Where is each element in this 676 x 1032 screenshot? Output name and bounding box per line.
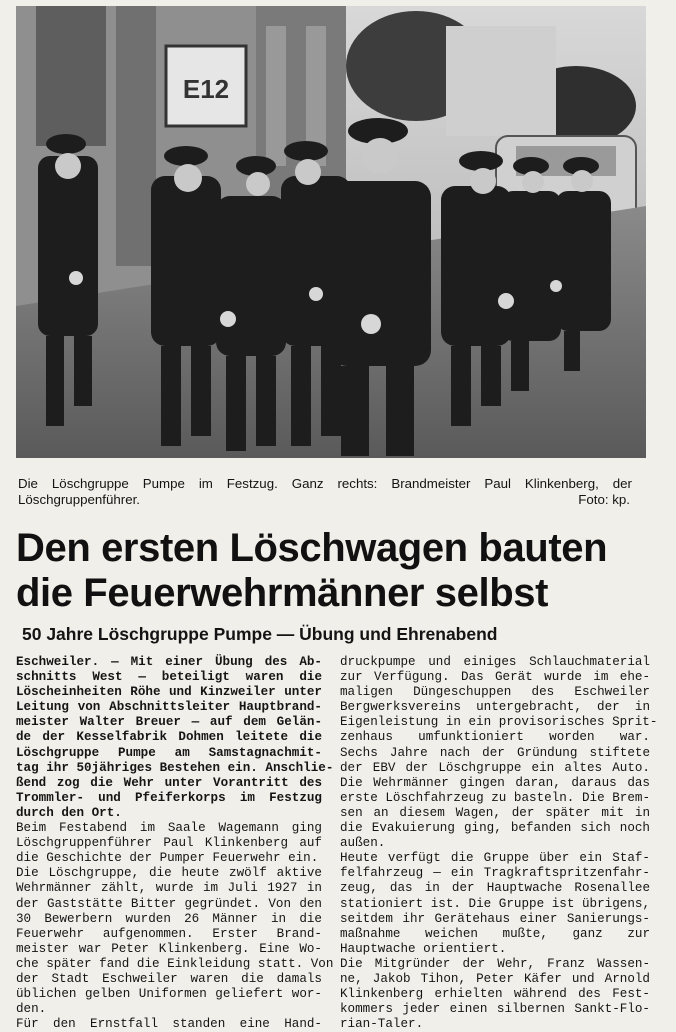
article-text-line: die Geschichte der Pumper Feuerwehr ein.: [16, 851, 319, 866]
article-text-line: rian-Taler.: [340, 1017, 424, 1032]
headline: [16, 526, 656, 616]
article-text-line: Eschweiler. — Mit einer Übung des Ab-: [16, 655, 322, 669]
photo-caption: [18, 476, 632, 508]
article-text-line: Die Mitgründer der Wehr, Franz Wassen-: [340, 956, 650, 971]
article-text-line: ne, Jakob Tihon, Peter Käfer und Arnold: [340, 971, 650, 986]
article-text-line: 30 Bewerbern wurden 26 Männer in die: [16, 911, 322, 926]
article-text-line: den.: [16, 1002, 47, 1017]
article-text-line: zenhaus umfunktioniert worden war.: [340, 730, 650, 745]
article-text-line: erste Löschfahrzeug zu basteln. Die Brem-: [340, 790, 650, 805]
article-text-line: druckpumpe und einiges Schlauchmaterial: [340, 655, 650, 669]
article-column-left: [16, 655, 334, 1032]
article-text-line: Wehrmänner zählt, wurde im Juli 1927 in: [16, 881, 322, 896]
article-text-line: schnitts West — beteiligt waren die: [16, 670, 322, 685]
article-text-line: der EBV der Löschgruppe ein altes Auto.: [340, 760, 650, 775]
article-text-line: Hauptwache orientiert.: [340, 941, 507, 956]
article-text-line: Klinkenberg erhielten während des Fest-: [340, 987, 650, 1002]
article-text-line: der Stadt Eschweiler waren die damals: [16, 971, 322, 986]
subheadline: 50 Jahre Löschgruppe Pumpe — Übung und Ehrenabend: [22, 624, 498, 644]
article-text-line: Löschgruppenführer Paul Klinkenberg auf: [16, 836, 322, 851]
article-text-line: Sechs Jahre nach der Gründung stiftete: [340, 745, 650, 760]
headline-line: die Feuerwehrmänner selbst: [16, 571, 549, 615]
building-sign: E12: [182, 74, 230, 104]
photo-illustration: [16, 6, 646, 458]
article-text-line: ßend zog die Wehr unter Vorantritt des: [16, 775, 322, 790]
article-text-line: Für den Ernstfall standen eine Hand-: [16, 1017, 322, 1032]
article-text-line: der Gaststätte Bitter gegründet. Von den: [16, 896, 322, 911]
article-text-line: Beim Festabend im Saale Wagemann ging: [16, 821, 322, 836]
article-text-line: de der Kesselfabrik Dohmen leitete die: [16, 730, 322, 745]
article-text-line: Trommler- und Pfeiferkorps im Festzug: [16, 790, 322, 805]
article-text-line: che später fand die Einkleidung statt. Von: [16, 956, 334, 971]
article-text-line: Heute verfügt die Gruppe über ein Staf-: [340, 851, 650, 866]
article-text-line: Löschgruppe Pumpe am Samstagnachmit-: [16, 745, 322, 760]
article-text-line: zeug, das in der Hauptwache Rosenallee: [340, 881, 650, 896]
article-text-line: Feuerwehr aufgenommen. Erster Brand-: [16, 926, 322, 941]
article-text-line: die Evakuierung ging, befanden sich noch: [340, 821, 650, 836]
marching-brigade-photo: [16, 6, 646, 458]
article-text-line: Löscheinheiten Röhe und Kinzweiler unter: [16, 685, 322, 700]
article-text-line: zur Verfügung. Das Gerät wurde im ehe-: [340, 670, 650, 685]
article-text-line: tag ihr 50jähriges Bestehen ein. Anschlie-: [16, 760, 334, 775]
article-text-line: sen an diesem Wagen, der später mit in: [340, 805, 650, 820]
caption-line: Die Löschgruppe Pumpe im Festzug. Ganz rechts: Brandmeister Paul Klinkenberg, der: [18, 476, 632, 491]
article-text-line: stationiert ist. Die Gruppe ist übrigens,: [340, 896, 650, 911]
article-text-line: Die Löschgruppe, die heute zwölf aktive: [16, 866, 322, 881]
article-text-line: kommers jeder einen silbernen Sankt-Flo-: [340, 1002, 650, 1017]
article-text-line: meister war Peter Klinkenberg. Eine Wo-: [16, 941, 322, 956]
article-text-line: Eigenleistung in ein provisorisches Sprit-: [340, 715, 658, 730]
article-text-line: durch den Ort.: [16, 805, 122, 820]
article-text-line: außen.: [340, 836, 386, 851]
article-text-line: maligen Düngeschuppen des Eschweiler: [340, 685, 650, 700]
article-text-line: üblichen gelben Uniformen geliefert wor-: [16, 987, 322, 1002]
article-text-line: felfahrzeug — ein Tragkraftspritzenfahr-: [340, 866, 650, 881]
article-column-right: [340, 655, 658, 1032]
caption-line: Löschgruppenführer.: [18, 492, 140, 507]
article-text-line: seitdem ihr Gerätehaus einer Sanierungs-: [340, 911, 650, 926]
article-text-line: maßnahme weichen mußte, ganz zur: [340, 926, 650, 941]
article-text-line: Bergwerksvereins untergebracht, der in: [340, 700, 650, 715]
photo-credit: Foto: kp.: [578, 492, 630, 507]
article-text-line: Leitung von Abschnittsleiter Hauptbrand-: [16, 700, 322, 715]
headline-line: Den ersten Löschwagen bauten: [16, 526, 608, 570]
article-text-line: meister Walter Breuer — auf dem Gelän-: [16, 715, 322, 730]
article-text-line: Die Wehrmänner gingen daran, daraus das: [340, 775, 650, 790]
